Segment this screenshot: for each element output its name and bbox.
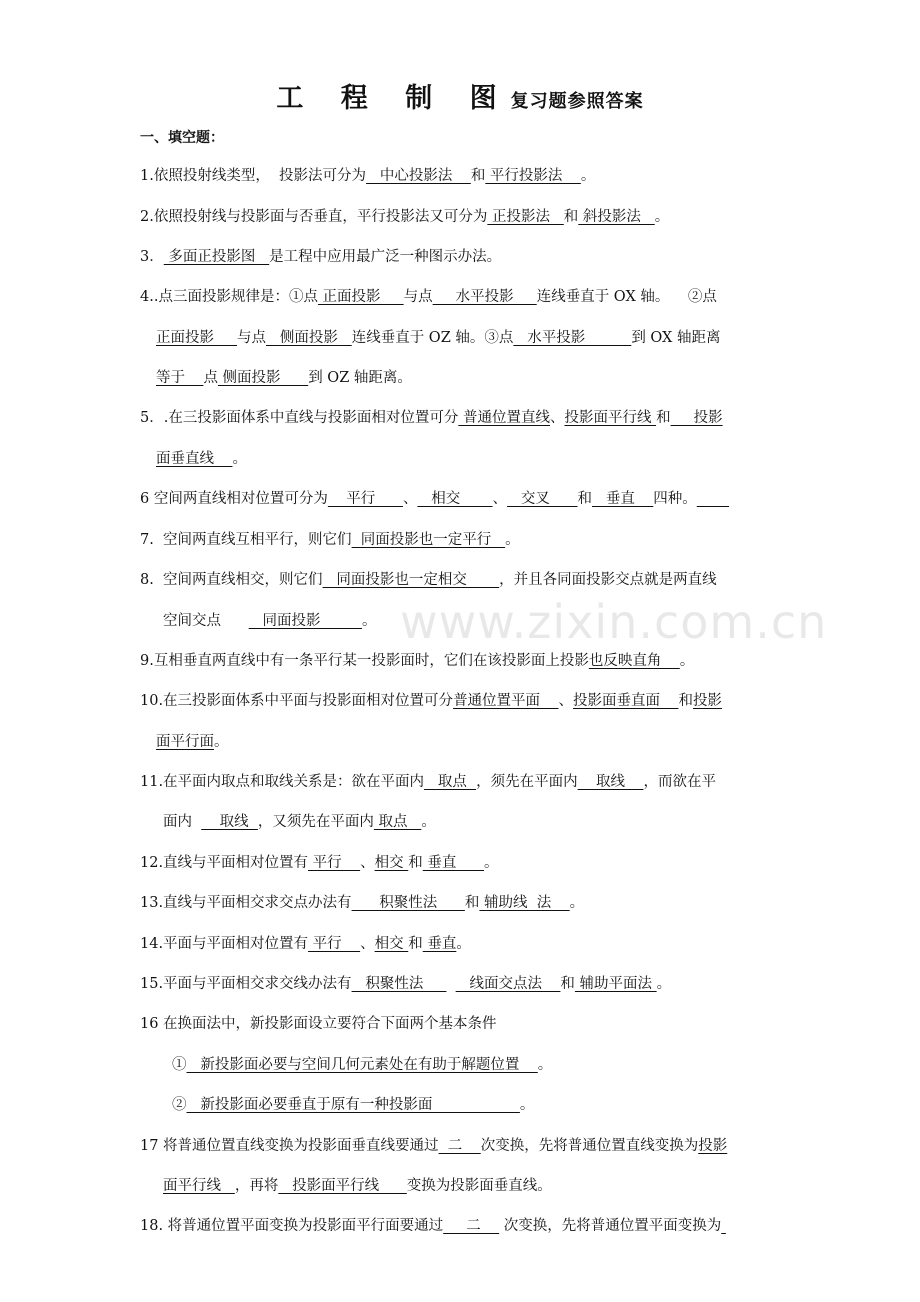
text-segment: 15.平面与平面相交求交线办法有 [140,976,352,992]
text-segment [192,814,201,830]
answer-blank: 普通位置直线 [458,410,550,426]
text-segment: 、 [360,855,375,871]
question-12 [140,853,498,873]
title-main: 工 程 制 图 [276,83,511,114]
answer-blank: 投影面垂直面 [573,693,679,709]
answer-blank: 投影面平行线 [564,410,657,426]
answer-blank: 相交 [417,491,493,507]
text-segment: 和 [408,936,423,952]
answer-blank: 积聚性法 [351,976,447,992]
text-segment: 到 OX 轴距离 [631,330,721,346]
question-15 [140,974,671,994]
text-segment: 2.依照投射线与投影面与否垂直，平行投影法又可分为 [140,209,488,225]
question-1 [140,166,595,186]
answer-blank: 二 [438,1138,481,1154]
text-segment: 四种。 [653,491,697,507]
text-segment: 。 [537,1057,553,1073]
answer-blank: 取线 [577,774,644,790]
text-segment: 12.直线与平面相对位置有 [140,855,309,871]
answer-blank: 水平投影 [513,330,632,346]
text-segment: 。 [421,814,436,830]
text-segment: 1.依照投射线类型， 投影法可分为 [140,168,367,184]
text-segment: 连线垂直于 OZ 轴。③点 [351,330,514,346]
answer-blank: 取点 [373,814,422,830]
question-11-line-2 [163,812,436,832]
answer-blank: 面平行面 [156,734,214,750]
page-title [0,76,920,115]
answer-blank: 线面交点法 [455,976,561,992]
answer-blank: 相交 [374,936,409,952]
question-3 [140,247,501,267]
question-10-line-2 [156,732,229,752]
question-17-line-2 [163,1176,552,1196]
question-17-line-1 [140,1136,727,1156]
text-segment: 。 [214,734,229,750]
text-segment: 变换为投影面垂直线。 [406,1178,552,1194]
answer-blank: 多面正投影图 [163,249,270,265]
answer-blank: 同面投影也一定平行 [351,532,506,548]
question-16-condition-2 [172,1095,534,1115]
text-segment: 和 [563,209,579,225]
text-segment: 、 [558,693,573,709]
question-9 [140,651,694,671]
text-segment: ，并且各同面投影交点就是两直线 [499,572,717,588]
answer-blank: 正面投影 [156,330,238,346]
text-segment: 和 [577,491,593,507]
text-segment: 、 [549,410,565,426]
answer-blank: 也反映直角 [588,653,680,669]
text-segment: ，再将 [234,1178,279,1194]
answer-blank: 交叉 [507,491,578,507]
text-segment [446,976,455,992]
answer-blank: 取点 [424,774,477,790]
answer-blank: 普通位置平面 [453,693,559,709]
text-segment: 、 [402,491,418,507]
answer-blank: 二 [443,1218,500,1234]
answer-blank: 斜投影法 [578,209,655,225]
text-segment: 。 [483,855,499,871]
answer-blank: 水平投影 [432,289,537,305]
text-segment: 。 [519,1097,535,1113]
section-heading: 一、填空题： [140,130,224,146]
text-segment: 。 [679,653,695,669]
text-segment: ② [172,1097,187,1113]
question-4-line-1 [140,287,717,307]
question-4-line-2 [156,328,721,348]
title-sub: 复习题参照答案 [510,91,644,112]
text-segment: 11.在平面内取点和取线关系是：欲在平面内 [140,774,425,790]
answer-blank: 投影 [670,410,723,426]
answer-blank: 等于 [156,370,204,386]
watermark: www.zixin.com.cn [400,595,828,649]
answer-blank: 垂直 [422,855,484,871]
text-segment: 和 [470,168,486,184]
question-14 [140,934,471,954]
question-16-intro: 16 在换面法中，新投影面设立要符合下面两个基本条件 [140,1016,497,1032]
text-segment: 和 [464,895,480,911]
text-segment: 是工程中应用最广泛一种图示办法。 [269,249,502,265]
text-segment: 9.互相垂直两直线中有一条平行某一投影面时，它们在该投影面上投影 [140,653,589,669]
text-segment: 和 [678,693,693,709]
answer-blank: 同面投影也一定相交 [322,572,500,588]
text-segment: 到 OZ 轴距离。 [308,370,412,386]
answer-blank: 积聚性法 [351,895,465,911]
text-segment: 和 [408,855,423,871]
answer-blank: 平行投影法 [485,168,581,184]
text-segment: 。 [361,613,377,629]
answer-blank: 正面投影 [317,289,404,305]
text-segment: 面内 [163,814,192,830]
question-13 [140,893,584,913]
answer-blank: 平行 [308,855,361,871]
answer-blank: 投影 [698,1138,728,1154]
text-segment: 、 [360,936,375,952]
text-segment: 。 [505,532,520,548]
text-segment: 与点 [403,289,433,305]
text-segment: 4..点三面投影规律是：①点 [140,289,318,305]
text-segment: 。 [569,895,585,911]
question-8-line-2 [163,611,376,631]
text-segment: ① [172,1057,187,1073]
text-segment: 点 [203,370,218,386]
question-10-line-1 [140,691,722,711]
text-segment: 18. 将普通位置平面变换为投影面平行面要通过 [140,1218,444,1234]
text-segment: 5．.在三投影面体系中直线与投影面相对位置可分 [140,410,459,426]
answer-blank: 投影 [692,693,722,709]
text-segment: 13.直线与平面相交求交点办法有 [140,895,352,911]
text-segment: 次变换，先将普通位置直线变换为 [480,1138,699,1154]
text-segment: 8. 空间两直线相交，则它们 [140,572,323,588]
question-4-line-3 [156,368,412,388]
text-segment: ，又须先在平面内 [257,814,374,830]
text-segment: 17 将普通位置直线变换为投影面垂直线要通过 [140,1138,439,1154]
text-segment: 、 [492,491,508,507]
answer-blank: 辅助平面法 [574,976,657,992]
answer-blank: 投影面平行线 [278,1178,407,1194]
text-segment: ，而欲在平 [643,774,716,790]
answer-blank [721,1218,726,1234]
text-segment: 连线垂直于 OX 轴。 ②点 [536,289,717,305]
answer-blank: 侧面投影 [217,370,309,386]
text-segment: 6 空间两直线相对位置可分为 [140,491,328,507]
answer-blank: 侧面投影 [266,330,352,346]
question-2 [140,207,669,227]
text-segment: 。 [232,451,247,467]
text-segment: 空间交点 [163,613,221,629]
question-18 [140,1216,726,1236]
question-16-condition-1 [172,1055,552,1075]
answer-blank: 辅助线 法 [479,895,570,911]
text-segment: 与点 [237,330,267,346]
question-6 [140,489,729,509]
question-8-line-1 [140,570,717,590]
text-segment: 7. 空间两直线互相平行，则它们 [140,532,352,548]
text-segment [221,613,249,629]
answer-blank [697,491,729,507]
answer-blank: 面平行线 [163,1178,235,1194]
text-segment: 3． [140,249,164,265]
answer-blank: 相交 [374,855,409,871]
text-segment: ，须先在平面内 [476,774,578,790]
text-segment: 和 [656,410,671,426]
answer-blank: 正投影法 [487,209,564,225]
answer-blank: 取线 [201,814,258,830]
answer-blank: 平行 [327,491,403,507]
text-segment: 14.平面与平面相对位置有 [140,936,309,952]
answer-blank: 平行 [308,936,361,952]
question-5-line-1 [140,408,723,428]
text-segment: 。 [456,936,471,952]
answer-blank: 新投影面必要垂直于原有一种投影面 [186,1097,520,1113]
text-segment: 和 [560,976,575,992]
answer-blank: 面垂直线 [156,451,233,467]
question-11-line-1 [140,772,716,792]
answer-blank: 新投影面必要与空间几何元素处在有助于解题位置 [186,1057,538,1073]
text-segment: 。 [580,168,596,184]
text-segment: 。 [654,209,670,225]
question-5-line-2 [156,449,247,469]
text-segment: 次变换，先将普通位置平面变换为 [499,1218,722,1234]
text-segment: 。 [656,976,672,992]
answer-blank: 垂直 [422,936,457,952]
answer-blank: 垂直 [592,491,654,507]
answer-blank: 同面投影 [248,613,362,629]
question-7 [140,530,520,550]
answer-blank: 中心投影法 [366,168,471,184]
text-segment: 10.在三投影面体系中平面与投影面相对位置可分 [140,693,454,709]
